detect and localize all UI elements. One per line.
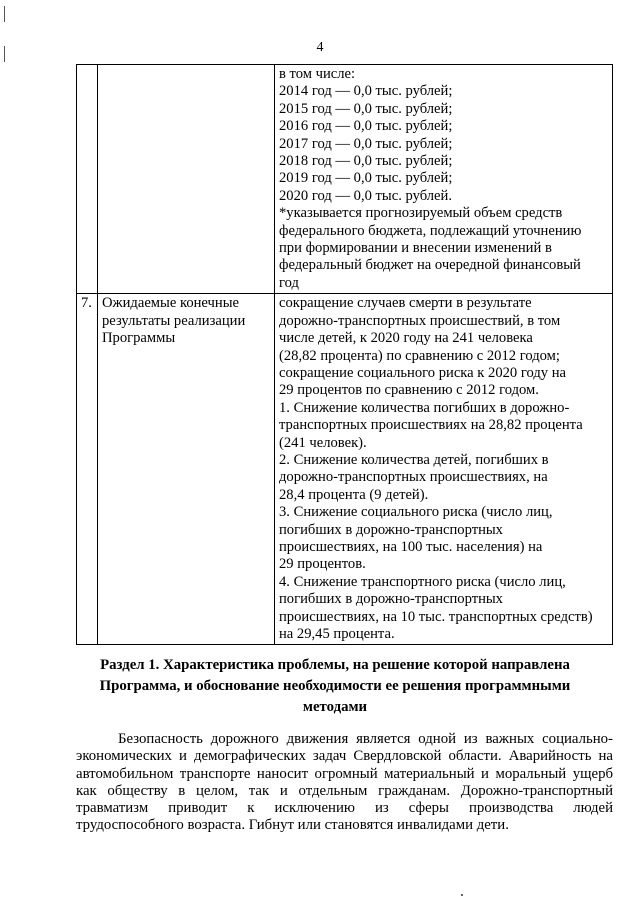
section-title-line: Программа, и обоснование необходимости ее решения программными	[99, 678, 571, 694]
content-line: транспортных происшествиях на 28,82 процента	[279, 417, 583, 434]
content-line: дорожно-транспортных происшествий, в том	[279, 312, 561, 329]
content-line: 3. Снижение социального риска (число лиц,	[279, 504, 553, 521]
content-line: 28,4 процента (9 детей).	[279, 486, 429, 503]
row-content-cell	[275, 294, 613, 645]
content-line: в том числе:	[279, 66, 356, 82]
page-number: 4	[316, 40, 324, 55]
content-line: 2018 год — 0,0 тыс. рублей;	[279, 153, 453, 170]
content-line: 2019 год — 0,0 тыс. рублей;	[279, 170, 453, 187]
content-line: 29 процентов.	[279, 556, 366, 573]
row-content-cell	[275, 65, 613, 294]
label-line: результаты реализации	[102, 312, 246, 329]
table-row-continued	[77, 65, 613, 294]
margin-mark	[4, 6, 5, 22]
row-label-cell	[98, 294, 275, 645]
content-line: федеральный бюджет на очередной финансовый	[279, 257, 581, 274]
content-line: 29 процентов по сравнению с 2012 годом.	[279, 382, 539, 399]
content-line: (241 человек).	[279, 434, 367, 451]
content-line: 2015 год — 0,0 тыс. рублей;	[279, 100, 453, 117]
section-title-line: Раздел 1. Характеристика проблемы, на решение которой направлена	[100, 657, 570, 673]
section-title	[60, 655, 610, 718]
content-line: 2016 год — 0,0 тыс. рублей;	[279, 118, 453, 135]
content-line: (28,82 процента) по сравнению с 2012 годом;	[279, 347, 560, 364]
body-paragraph	[76, 731, 613, 835]
content-line: *указывается прогнозируемый объем средств	[279, 205, 563, 222]
content-line: сокращение случаев смерти в результате	[279, 295, 532, 312]
paragraph-line: как обществу в целом, так и отдельным гражданам. Дорожно-транспортный	[76, 782, 613, 799]
program-passport-table	[76, 64, 613, 645]
paragraph-line: травматизм приводит к исключению из сферы производства людей	[76, 800, 613, 817]
label-line: Ожидаемые конечные	[102, 295, 239, 312]
content-line: 2014 год — 0,0 тыс. рублей;	[279, 83, 453, 100]
content-line: 2. Снижение количества детей, погибших в	[279, 451, 549, 468]
row-number-cell: 7.	[77, 294, 98, 645]
label-line: Программы	[102, 330, 176, 347]
row-number-cell	[77, 65, 98, 294]
content-line: 2017 год — 0,0 тыс. рублей;	[279, 135, 453, 152]
content-line: на 29,45 процента.	[279, 626, 395, 642]
content-line: числе детей, к 2020 году на 241 человека	[279, 330, 533, 347]
content-line: происшествиях, на 100 тыс. населения) на	[279, 538, 543, 555]
table-row-7	[77, 294, 613, 645]
content-line: погибших в дорожно-транспортных	[279, 521, 503, 538]
content-line: дорожно-транспортных происшествиях, на	[279, 469, 548, 486]
paragraph-line: экономических и демографических задач Свердловской области. Аварийность на	[76, 748, 613, 765]
content-line: год	[279, 274, 299, 291]
content-line: 2020 год — 0,0 тыс. рублей.	[279, 187, 452, 204]
content-line: происшествиях, на 10 тыс. транспортных средств)	[279, 608, 593, 625]
content-line: 4. Снижение транспортного риска (число лиц,	[279, 573, 566, 590]
row-label-cell	[98, 65, 275, 294]
section-title-line: методами	[302, 699, 368, 715]
paragraph-line: автомобильном транспорте наносит огромный материальный и моральный ущерб	[76, 765, 613, 782]
content-line: федерального бюджета, подлежащий уточнению	[279, 222, 582, 239]
content-line: погибших в дорожно-транспортных	[279, 591, 503, 608]
scan-speck	[461, 894, 463, 896]
paragraph-line: Безопасность дорожного движения является одной из важных социально-	[118, 731, 613, 747]
content-line: 1. Снижение количества погибших в дорожно-	[279, 399, 570, 416]
paragraph-line: трудоспособного возраста. Гибнут или становятся инвалидами дети.	[76, 817, 509, 834]
content-line: при формировании и внесении изменений в	[279, 240, 552, 257]
content-line: сокращение социального риска к 2020 году на	[279, 364, 567, 381]
